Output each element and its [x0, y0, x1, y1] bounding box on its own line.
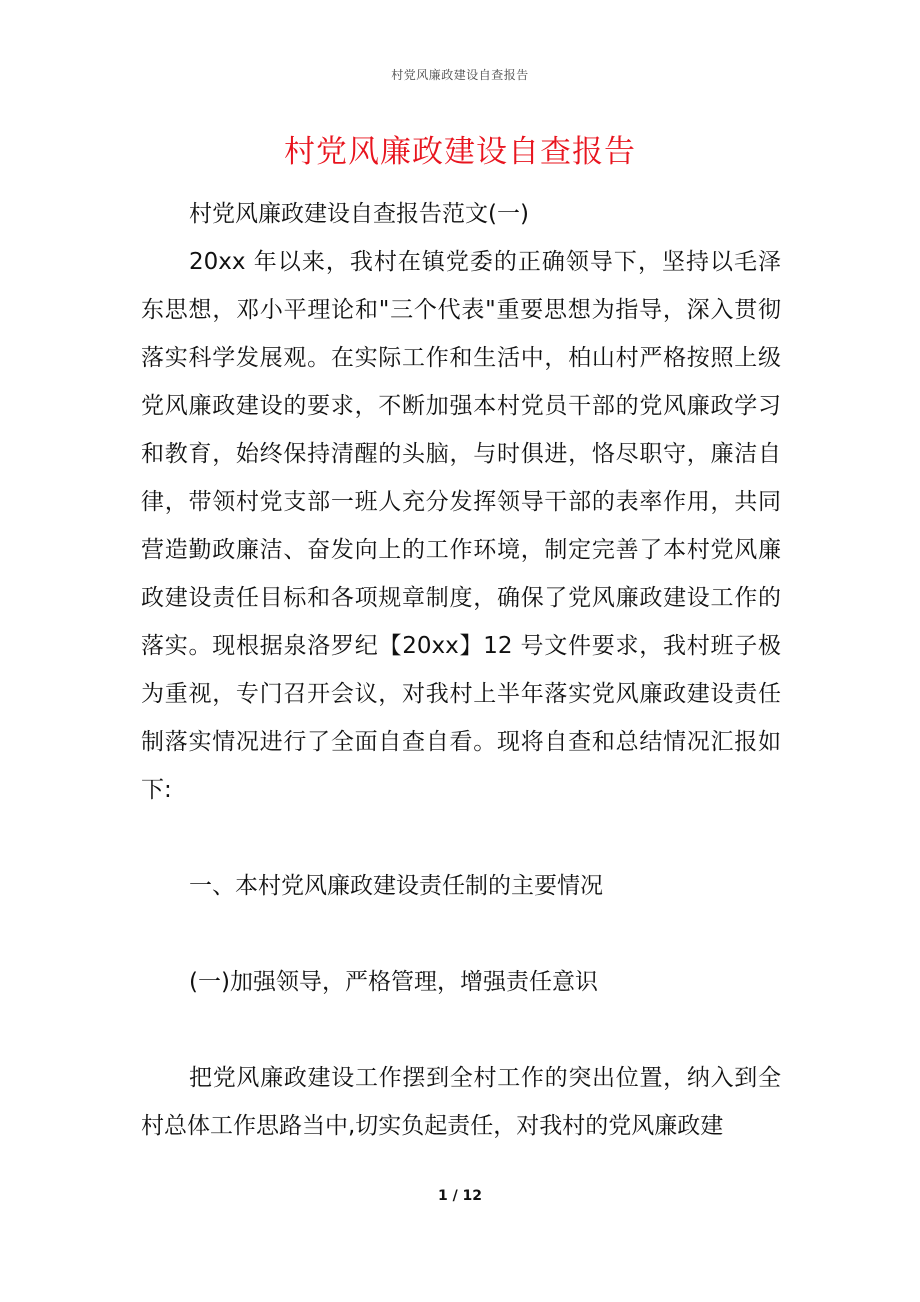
subsection-heading: (一)加强领导，严格管理，增强责任意识: [189, 969, 598, 995]
body-paragraph: 把党风廉政建设工作摆到全村工作的突出位置，纳入到全村总体工作思路当中,切实负起责任，对我村的党风廉政建: [141, 1065, 781, 1139]
document-body: [141, 190, 781, 1150]
running-header: 村党风廉政建设自查报告: [391, 68, 529, 82]
paragraph-spacer: [141, 814, 781, 862]
paragraph-spacer: [141, 1006, 781, 1054]
document-title: 村党风廉政建设自查报告: [284, 134, 636, 170]
section-heading: 一、本村党风廉政建设责任制的主要情况: [189, 873, 603, 899]
intro-paragraph: 20xx 年以来，我村在镇党委的正确领导下，坚持以毛泽东思想，邓小平理论和"三个代表"重要思想为指导，深入贯彻落实科学发展观。在实际工作和生活中，柏山村严格按照上级党风廉政建设的要求，不断加强本村党员干部的党风廉政学习和教育，始终保持清醒的头脑，与时俱进，恪尽职守，廉洁自律，带领村党支部一班人充分发挥领导干部的表率作用，共同营造勤政廉洁、奋发向上的工作环境，制定完善了本村党风廉政建设责任目标和各项规章制度，确保了党风廉政建设工作的落实。现根据泉洛罗纪【20xx】12 号文件要求，我村班子极为重视，专门召开会议，对我村上半年落实党风廉政建设责任制落实情况进行了全面自查自看。现将自查和总结情况汇报如下:: [141, 249, 781, 803]
document-subtitle: 村党风廉政建设自查报告范文(一): [189, 201, 529, 227]
page-number: 1 / 12: [437, 1188, 483, 1204]
paragraph-spacer: [141, 910, 781, 958]
